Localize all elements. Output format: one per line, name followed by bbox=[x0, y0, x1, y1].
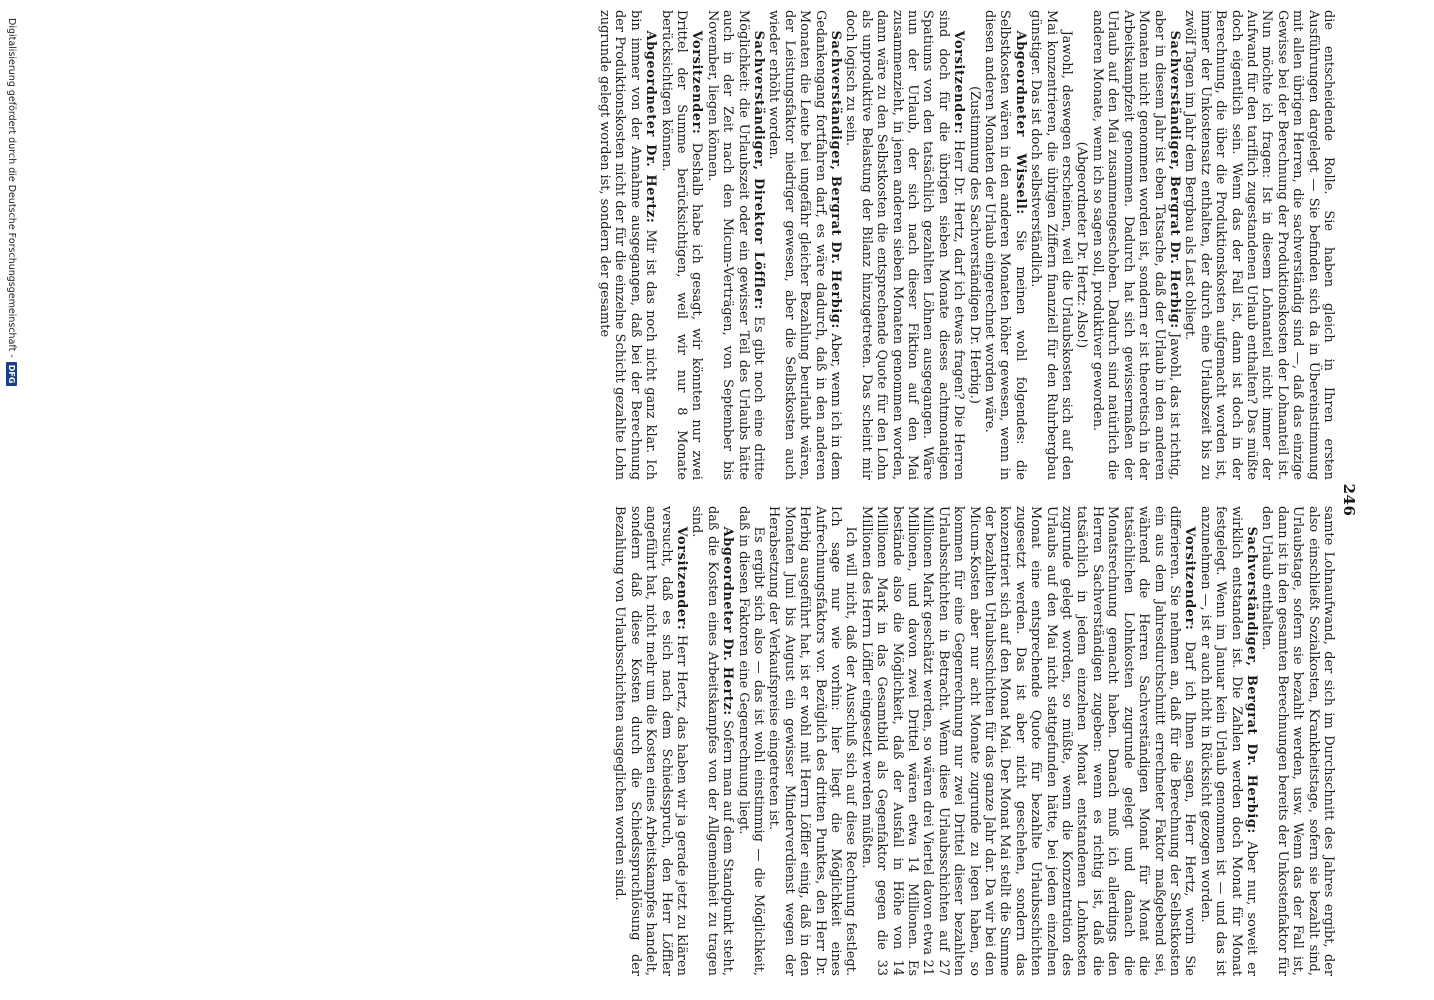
paragraph-text: Sie meinen wohl folgendes: die Selbstkosten wären in den anderen Monaten höher gewesen, wenn in diesen anderen Monaten der Urlaub eingerechnet worden wäre. bbox=[982, 10, 1028, 480]
paragraph bbox=[982, 10, 1028, 480]
speaker-name: Abgeordneter Dr. Hertz: bbox=[643, 30, 659, 224]
paragraph bbox=[843, 10, 966, 480]
paragraph-text: Jawohl, das ist richtig, aber in diesem Jahr ist eben Tatsache, daß der Urlaub in den anderen Monaten nicht genommen worden ist, sondern er ist theoretisch in der Arbeitskampfzeit genommen. Dadurch hat sich gewissermaßen der Urlaub auf den Mai zusammengeschoben. Dadurch sind natürlich die anderen Monate, wenn ich so sagen soll, produktiver geworden. bbox=[1089, 10, 1182, 480]
speaker-name: Sachverständiger, Bergrat Dr. Herbig: bbox=[1243, 526, 1259, 834]
page-number: 246 bbox=[1340, 483, 1358, 517]
paragraph-text: Aber nur, soweit er wirklich entstanden ist. Die Zahlen werden doch Monat für Monat festgelegt. Wenn im Januar kein Urlaub genommen ist — und das ist anzunehmen —, ist er auch nicht in Rücksicht gezogen worden. bbox=[1197, 506, 1259, 976]
paragraph-text: Aber, wenn ich in dem Gedankengang fortfahren darf, es wäre dadurch, daß in den anderen Monaten die Leute bei ungefähr gleicher Bezahlung beurlaubt wären, der Leistungsfaktor niedriger gewesen, aber die Selbstkosten auch wieder erhöht worden. bbox=[766, 10, 843, 480]
paragraph-text: Darf ich Ihnen sagen, Herr Hertz, worin Sie differieren. Sie nehmen an, daß für die Berechnung der Selbstkosten ein aus dem Jahresdurchschnitt errechneter Faktor maßgebend sei, während die Herren Sachverständigen Monat für Monat die tatsächlichen Lohnkosten zugrunde gelegt und danach die Monatsrechnung gemacht haben. Danach muß ich allerdings den Herren Sachverständigen zugeben: wenn es richtig ist, daß die tatsächlich in jedem einzelnen Monat entstandenen Lohnkosten zugrunde gelegt worden, so müßte, wenn die Konzentration des Urlaubs auf den Mai nicht stattgefunden hätte, bei jedem einzelnen Monat eine entsprechende Quote für bezahlte Urlaubsschichten zugesetzt werden. Das ist aber nicht geschehen, sondern das konzentriert sich auf den Monat Mai. Der Monat Mai stellt die Summe der bezahlten Urlaubsschichten für das ganze Jahr dar. Da wir bei den Micum-Kosten aber nur acht Monate zugrunde zu legen haben, so kommen für eine Gegenrechnung nur zwei Drittel dieser bezahlten Urlaubsschichten in Betracht. Wenn diese Urlaubsschichten auf 27 Millionen Mark geschätzt werden, so wären drei Viertel davon etwa 21 Millionen, und davon zwei Drittel wären etwa 14 Millionen. Es bestände also die Möglichkeit, daß der Ausfall in Höhe von 14 Millionen Mark in das Gesamtbild als Gegenfaktor gegen die 33 Millionen des Herrn Löffler eingesetzt werden müßten. bbox=[858, 506, 1198, 977]
speaker-name: Sachverständiger, Bergrat Dr. Herbig: bbox=[1166, 30, 1182, 329]
paragraph-text: Herr Dr. Hertz, darf ich etwas fragen? Die Herren sind doch für die übrigen sieben Monate dieses achtmonatigen Spatiums von den tatsächlich gezahlten Löhnen ausgegangen. Wäre nun der Urlaub, der sich nach dieser Fiktion auf den Mai zusammenzieht, in jenen anderen sieben Monaten genommen worden, dann wäre zu den Selbstkosten die entsprechende Quote für den Lohn als unproduktive Belastung der Bilanz hinzugetreten. Das scheint mir doch logisch zu sein. bbox=[843, 10, 967, 480]
paragraph bbox=[689, 506, 735, 976]
paragraph-text: (Abgeordneter Dr. Hertz: Also!) bbox=[1074, 141, 1090, 349]
paragraph bbox=[704, 10, 766, 480]
speaker-name: Abgeordneter Dr. Hertz: bbox=[720, 526, 736, 716]
paragraph bbox=[1028, 10, 1074, 480]
paragraph-text: Sofern man auf dem Standpunkt steht, daß die Kosten eines Arbeitskampfes von der Allgemeinheit zu tragen sind. bbox=[689, 506, 736, 976]
speaker-name: Sachverständiger, Bergrat Dr. Herbig: bbox=[828, 30, 843, 329]
paragraph bbox=[766, 506, 858, 976]
text-column-left bbox=[597, 10, 1337, 480]
paragraph bbox=[1197, 506, 1259, 976]
speaker-name: Vorsitzender: bbox=[689, 30, 705, 135]
paragraph-text: Mir ist das noch nicht ganz klar. Ich bin immer von der Annahme ausgegangen, daß bei der Berechnung der Produktionskosten nicht der für die einzelne Schicht gezahlte Lohn zugrunde gelegt worden ist, sondern der gesamte bbox=[596, 10, 659, 480]
paragraph-text: Deshalb habe ich gesagt, wir könnten nur zwei Drittel der Summe berücksichtigen, weil wir nur 8 Monate berücksichtigen können. bbox=[658, 10, 705, 480]
paragraph bbox=[858, 506, 1197, 976]
paragraph-text: (Zustimmung des Sachverständigen Dr. Herbig.) bbox=[966, 86, 982, 404]
paragraph bbox=[612, 506, 689, 976]
speaker-name: Abgeordneter Wissell: bbox=[1012, 30, 1028, 215]
paragraph bbox=[1090, 10, 1182, 480]
paragraph-text: Es gibt noch eine dritte Möglichkeit: die Urlaubszeit oder ein gewisser Teil des Urlaubs hätte auch in der Zeit nach den Micum-Verträgen, von September bis November, liegen können. bbox=[704, 10, 766, 480]
paragraph bbox=[1074, 10, 1089, 480]
dfg-logo: DFG bbox=[6, 362, 17, 387]
paragraph-text: Herr Hertz, das haben wir ja gerade jetzt zu klären versucht, daß es sich nach dem Schiedsspruch, den Herr Löffler angeführt hat, nicht mehr um die Kosten eines Arbeitskampfes handelt, sondern daß diese Kosten durch die Schiedsspruchlösung der Bezahlung von Urlaubsschichten ausgeglichen worden sind. bbox=[612, 506, 689, 976]
paragraph bbox=[597, 10, 659, 480]
digitization-footer bbox=[6, 0, 17, 1000]
paragraph bbox=[1259, 506, 1336, 976]
text-column-right bbox=[612, 506, 1336, 976]
paragraph bbox=[735, 506, 766, 976]
speaker-name: Sachverständiger, Direktor Löffler: bbox=[750, 30, 766, 310]
paragraph bbox=[766, 10, 843, 480]
paragraph bbox=[1182, 10, 1336, 480]
speaker-name: Vorsitzender: bbox=[951, 30, 967, 135]
paragraph-text: samte Lohnaufwand, der sich im Durchschnitt des Jahres ergibt, der also einschließt Sozialkosten, Krankheitstage, sofern sie bezahlt sind, Urlaubstage, sofern sie bezahlt werden, usw. Wenn das der Fall ist, dann ist in den gesamten Berechnungen bereits der Unkostenfaktor für den Urlaub enthalten. bbox=[1259, 506, 1336, 976]
footer-text: Digitalisierung gefördert durch die Deutsche Forschungsgemeinschaft - bbox=[6, 18, 17, 358]
paragraph-text: Ich will nicht, daß der Ausschuß sich auf diese Rechnung festlegt. Ich sage nur wie vorhin: hier liegt die Möglichkeit eines Aufrechnungsfaktors vor. Bezüglich des dritten Punktes, den Herr Dr. Herbig ausgeführt hat, ist er wohl mit Herrn Löffler einig, daß in den Monaten Juni bis August ein gewisser Minderverdienst wegen der Herabsetzung der Verkaufspreise eingetreten ist. bbox=[766, 506, 859, 976]
speaker-name: Vorsitzender: bbox=[673, 526, 689, 631]
paragraph bbox=[966, 10, 981, 480]
paragraph bbox=[658, 10, 704, 480]
paragraph-text: die entscheidende Rolle. Sie haben gleich in Ihren ersten Ausführungen dargelegt — Sie befinden sich da in Übereinstimmung mit allen übrigen Herren, die sachverständig sind —, daß das einzige Gewisse bei der Berechnung der Produktionskosten der Lohnanteil ist. Nun möchte ich fragen: Ist in diesem Lohnanteil nicht immer der Aufwand für den tariflich zugestandenen Urlaub enthalten? Das müßte doch eigentlich sein. Wenn das der Fall ist, dann ist doch in der Berechnung, die über die Produktionskosten aufgemacht worden ist, immer der Unkostensatz enthalten, der durch eine Urlaubszeit bis zu zwölf Tagen im Jahr dem Bergbau als Last obliegt. bbox=[1182, 10, 1336, 480]
paragraph-text: Jawohl, deswegen erscheinen, weil die Urlaubskosten sich auf den Mai konzentrieren, die übrigen Ziffern finanziell für den Ruhrbergbau günstiger. Das ist doch selbstverständlich. bbox=[1028, 10, 1075, 480]
paragraph-text: Es ergibt sich also — das ist wohl einstimmig — die Möglichkeit, daß in diesen Faktoren eine Gegenrechnung liegt. bbox=[735, 506, 766, 976]
speaker-name: Vorsitzender: bbox=[1182, 526, 1198, 631]
